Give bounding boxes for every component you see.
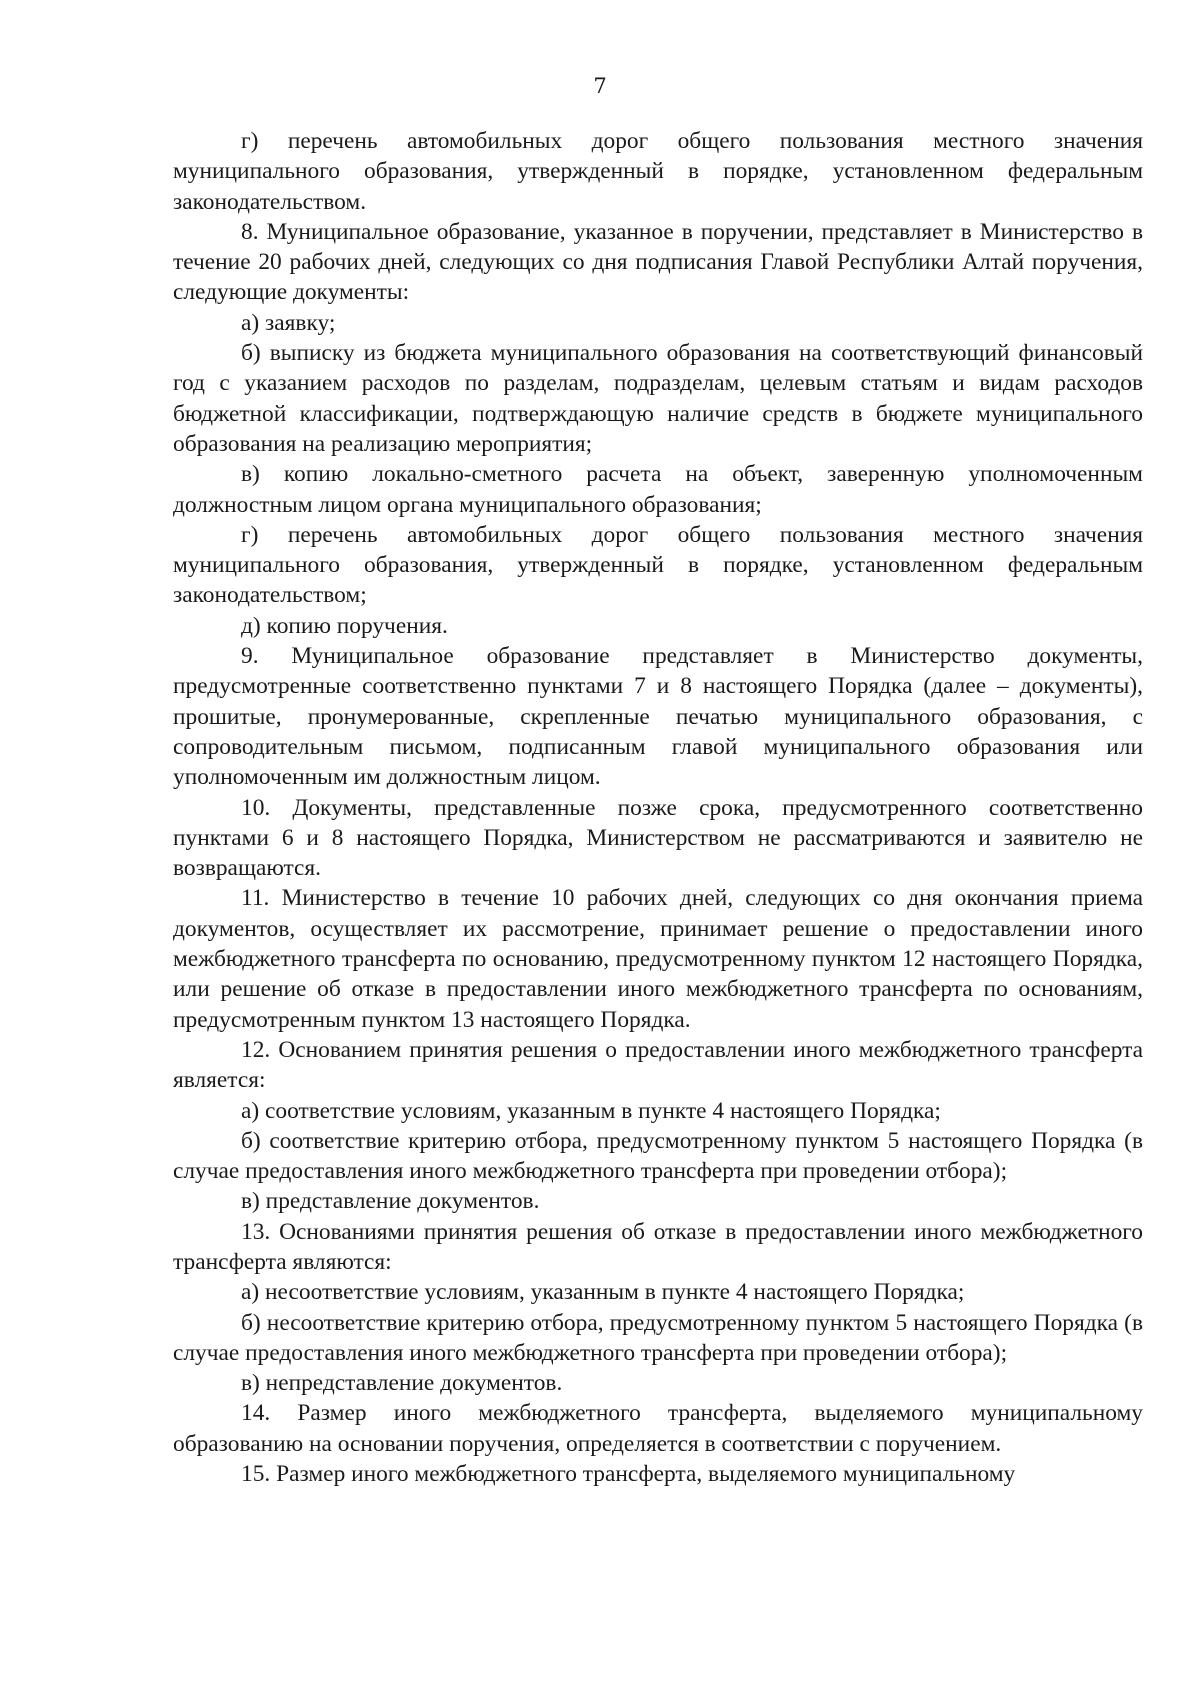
paragraph-8-item-g: г) перечень автомобильных дорог общего пользования местного значения муниципального образования, утвержденный в порядке, установленном федеральным законодательством; xyxy=(173,521,1143,609)
paragraph-10: 10. Документы, представленные позже срока, предусмотренного соответственно пунктами 6 и 8 настоящего Порядка, Министерством не рассматриваются и заявителю не возвращаются. xyxy=(173,794,1143,882)
paragraph-13-item-v: в) непредставление документов. xyxy=(241,1370,563,1397)
paragraph-subitem-g-roads-list: г) перечень автомобильных дорог общего пользования местного значения муниципального образования, утвержденный в порядке, установленном федеральным законодательством. xyxy=(173,128,1143,215)
paragraph-9: 9. Муниципальное образование представляет в Министерство документы, предусмотренные соответственно пунктами 7 и 8 настоящего Порядка (далее – документы), прошитые, пронумерованные, скрепленные печатью муниципального образования, с сопроводительным письмом, подписанным главой муниципального образования или уполномоченным им должностным лицом. xyxy=(173,643,1143,791)
paragraph-12: 12. Основанием принятия решения о предоставлении иного межбюджетного трансферта является: xyxy=(173,1036,1143,1094)
paragraph-11: 11. Министерство в течение 10 рабочих дней, следующих со дня окончания приема документов, осуществляет их рассмотрение, принимает решение о предоставлении иного межбюджетного трансферта по основанию, предусмотренному пунктом 12 настоящего Порядка, или решение об отказе в предоставлении иного межбюджетного трансферта по основаниям, предусмотренным пунктом 13 настоящего Порядка. xyxy=(173,885,1143,1033)
document-body xyxy=(173,126,1143,1489)
paragraph-8-item-v: в) копию локально-сметного расчета на объект, заверенную уполномоченным должностным лицом органа муниципального образования; xyxy=(173,461,1143,518)
paragraph-13-item-b: б) несоответствие критерию отбора, предусмотренному пунктом 5 настоящего Порядка (в случае предоставления иного межбюджетного трансферта при проведении отбора); xyxy=(173,1309,1143,1366)
paragraph-8-item-b: б) выписку из бюджета муниципального образования на соответствующий финансовый год с указанием расходов по разделам, подразделам, целевым статьям и видам расходов бюджетной классификации, подтверждающую наличие средств в бюджете муниципального образования на реализацию мероприятия; xyxy=(173,340,1143,457)
paragraph-12-item-b: б) соответствие критерию отбора, предусмотренному пунктом 5 настоящего Порядка (в случае предоставления иного межбюджетного трансферта при проведении отбора); xyxy=(173,1127,1143,1185)
paragraph-12-item-a: а) соответствие условиям, указанным в пункте 4 настоящего Порядка; xyxy=(241,1097,941,1124)
paragraph-8: 8. Муниципальное образование, указанное в поручении, представляет в Министерство в течение 20 рабочих дней, следующих со дня подписания Главой Республики Алтай поручения, следующие документы: xyxy=(173,218,1143,306)
paragraph-8-item-a: а) заявку; xyxy=(241,309,336,336)
paragraph-12-item-v: в) представление документов. xyxy=(241,1188,540,1215)
paragraph-13: 13. Основаниями принятия решения об отказе в предоставлении иного межбюджетного трансферта являются: xyxy=(173,1218,1143,1275)
paragraph-14: 14. Размер иного межбюджетного трансферта, выделяемого муниципальному образованию на основании поручения, определяется в соответствии с поручением. xyxy=(173,1400,1143,1457)
page-number: 7 xyxy=(593,74,607,98)
paragraph-15: 15. Размер иного межбюджетного трансферта, выделяемого муниципальному xyxy=(241,1461,1016,1488)
paragraph-13-item-a: а) несоответствие условиям, указанным в пункте 4 настоящего Порядка; xyxy=(241,1279,965,1306)
paragraph-8-item-d: д) копию поручения. xyxy=(241,612,448,639)
